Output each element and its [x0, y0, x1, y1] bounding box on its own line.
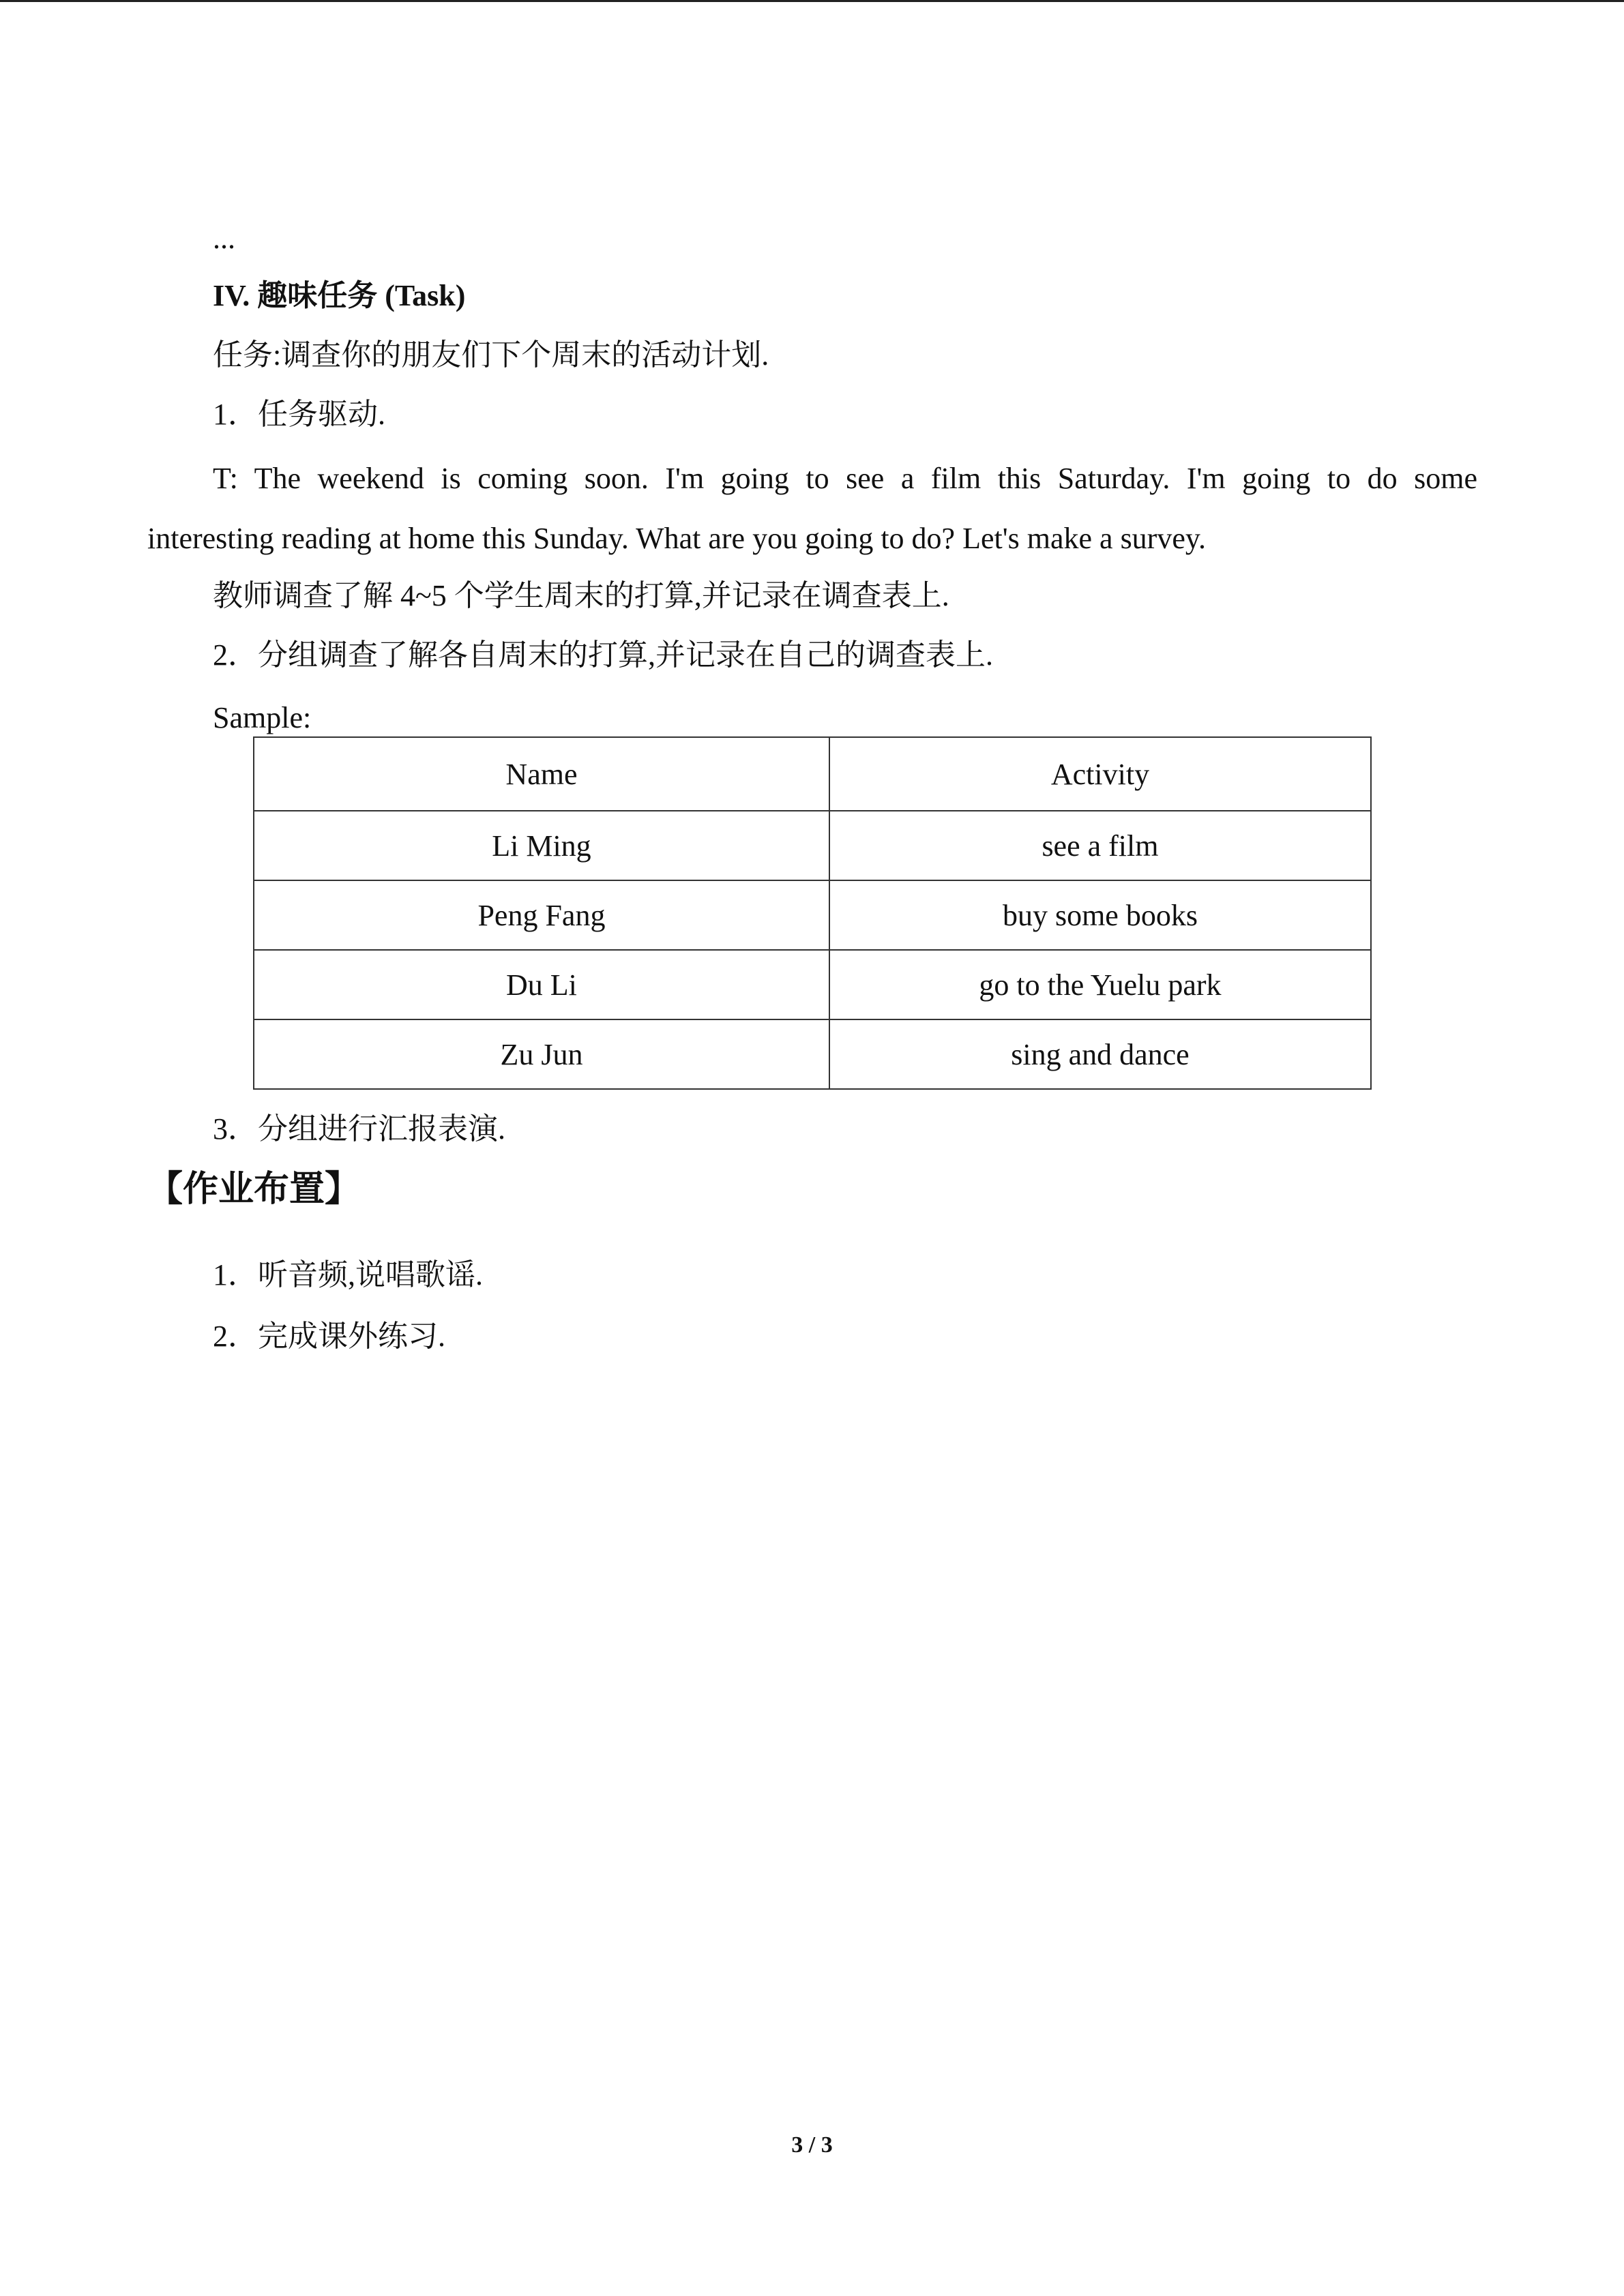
activity-cell: go to the Yuelu park — [829, 950, 1371, 1019]
header-activity-cell: Activity — [829, 737, 1371, 811]
homework-item: 1．听音频,说唱歌谣. — [213, 1258, 483, 1292]
step-3-text: 3．分组进行汇报表演. — [213, 1112, 505, 1146]
table-header-row — [254, 737, 1371, 811]
survey-table — [253, 736, 1372, 1090]
activity-cell: buy some books — [829, 880, 1371, 950]
name-cell: Du Li — [254, 950, 829, 1019]
section-iv-heading: IV. 趣味任务 (Task) — [213, 279, 466, 312]
step-1-text: 1．任务驱动. — [213, 398, 385, 431]
homework-heading: 【作业布置】 — [147, 1169, 361, 1210]
page-top-border — [0, 0, 1624, 2]
table-row — [254, 811, 1371, 880]
activity-cell: see a film — [829, 811, 1371, 880]
ellipsis-text: ... — [213, 222, 235, 255]
table-row — [254, 950, 1371, 1019]
step-2-text: 2．分组调查了解各自周末的打算,并记录在自己的调查表上. — [213, 638, 993, 672]
activity-cell: sing and dance — [829, 1019, 1371, 1089]
teacher-dialogue-line-2: interesting reading at home this Sunday. What are you going to do? Let's make a survey. — [147, 522, 1207, 555]
name-cell: Zu Jun — [254, 1019, 829, 1089]
page-number: 3 / 3 — [791, 2132, 833, 2158]
sample-label: Sample: — [213, 701, 312, 734]
table-row — [254, 880, 1371, 950]
teacher-dialogue-line-1: T: The weekend is coming soon. I'm going to see a film this Saturday. I'm going to do some — [213, 462, 1477, 495]
homework-item: 2．完成课外练习. — [213, 1320, 445, 1353]
name-cell: Peng Fang — [254, 880, 829, 950]
name-cell: Li Ming — [254, 811, 829, 880]
teacher-note: 教师调查了解 4~5 个学生周末的打算,并记录在调查表上. — [213, 579, 949, 612]
task-description: 任务:调查你的朋友们下个周末的活动计划. — [213, 338, 769, 372]
header-name-cell: Name — [254, 737, 829, 811]
table-row — [254, 1019, 1371, 1089]
